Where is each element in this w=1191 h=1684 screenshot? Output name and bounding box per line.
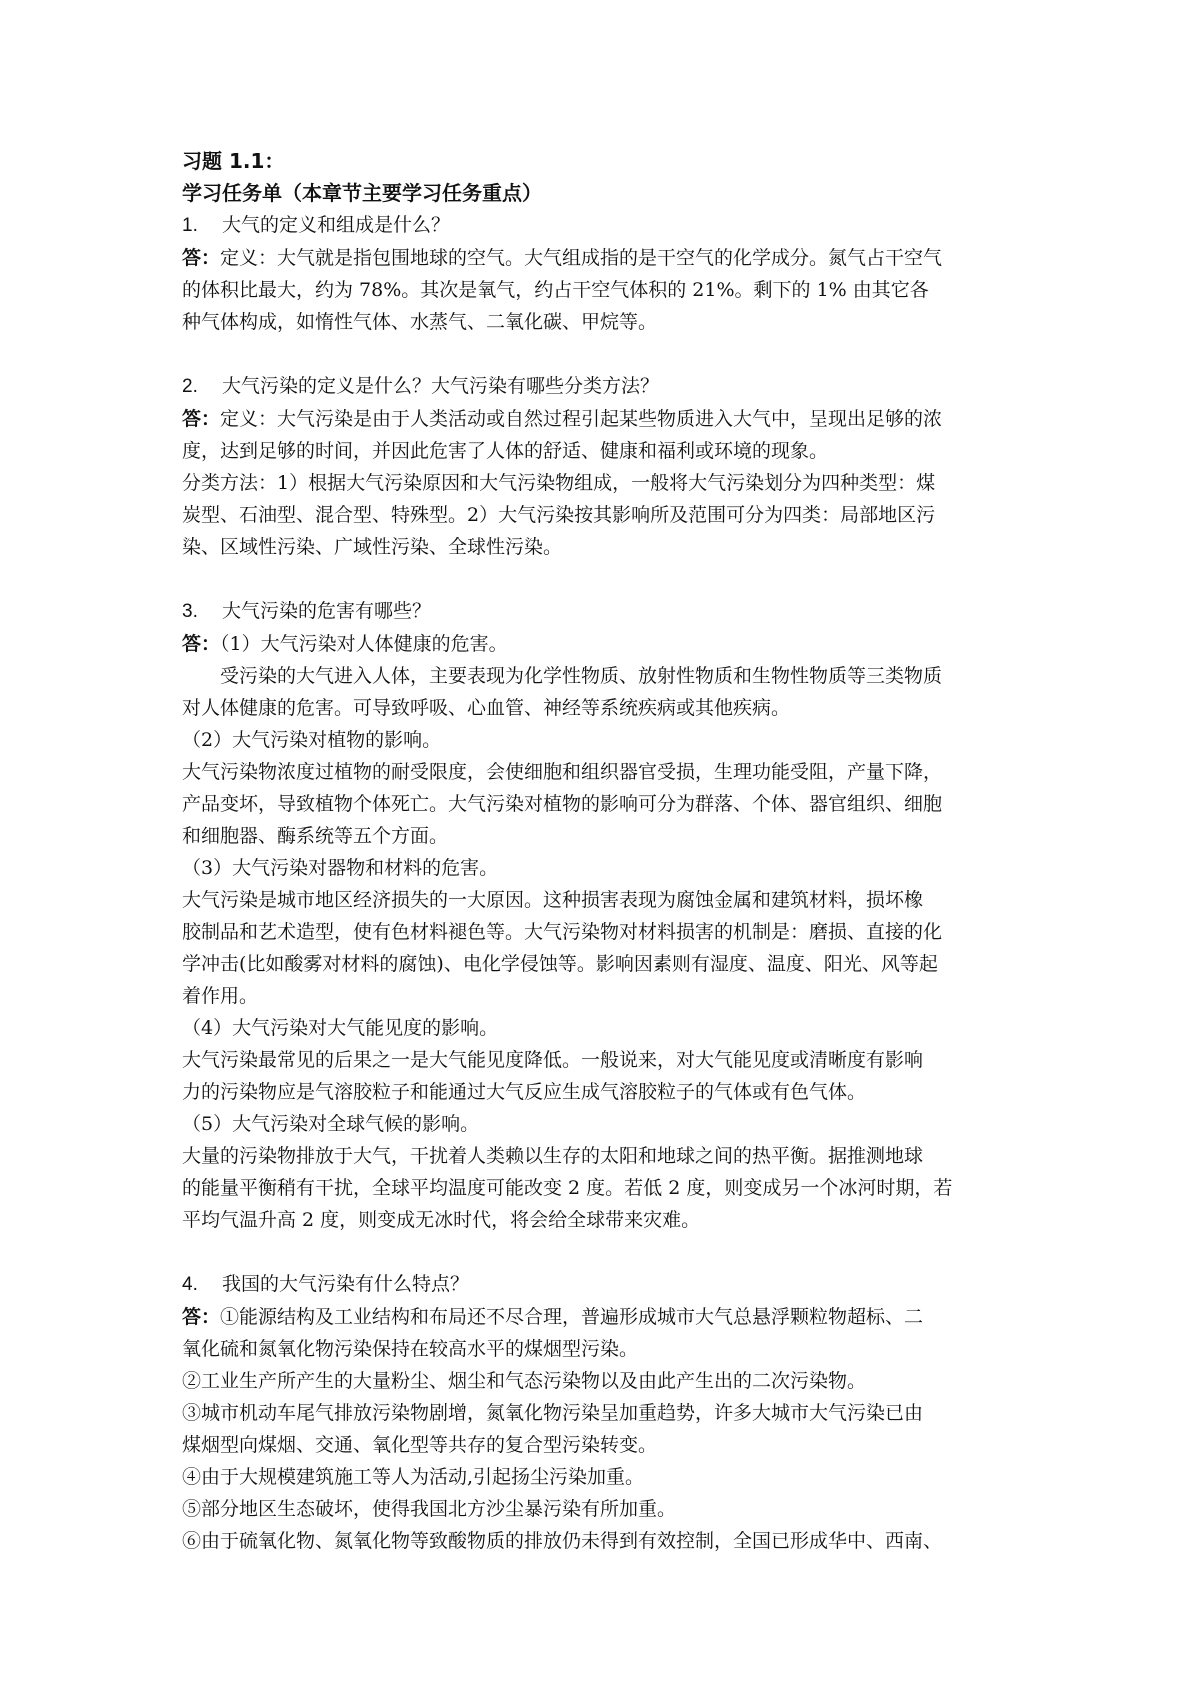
answer-line: 染、区域性污染、广域性污染、全球性污染。: [182, 536, 563, 558]
answer-line: 着作用。: [182, 985, 259, 1007]
answer-line: 对人体健康的危害。可导致呼吸、心血管、神经等系统疾病或其他疾病。: [182, 697, 791, 719]
answer-line: 分类方法：1）根据大气污染原因和大气污染物组成，一般将大气污染划分为四种类型：煤: [182, 472, 936, 494]
answer-line: 大量的污染物排放于大气，干扰着人类赖以生存的太阳和地球之间的热平衡。据推测地球: [182, 1145, 924, 1167]
question-3: [182, 595, 1022, 628]
answer-line: （5）大气污染对全球气候的影响。: [182, 1113, 480, 1135]
document-page: [182, 145, 1022, 1557]
exercise-heading: 习题 1.1：: [182, 149, 285, 173]
answer-label: 答：: [182, 247, 221, 269]
answer-line: 大气污染物浓度过植物的耐受限度，会使细胞和组织器官受损，生理功能受阻，产量下降，: [182, 761, 943, 783]
answer-line: 的体积比最大，约为 78%。其次是氧气，约占干空气体积的 21%。剩下的 1% 由其它各: [182, 279, 929, 301]
question-number: 4.: [182, 1274, 198, 1295]
question-1: [182, 209, 1022, 242]
answer-label: 答：: [182, 408, 221, 430]
answer-line: 产品变坏，导致植物个体死亡。大气污染对植物的影响可分为群落、个体、器官组织、细胞: [182, 793, 943, 815]
answer-line: 炭型、石油型、混合型、特殊型。2）大气污染按其影响所及范围可分为四类：局部地区污: [182, 504, 936, 526]
answer-line: 种气体构成，如惰性气体、水蒸气、二氧化碳、甲烷等。: [182, 311, 658, 333]
answer-line: 大气污染最常见的后果之一是大气能见度降低。一般说来，对大气能见度或清晰度有影响: [182, 1049, 924, 1071]
question-number: 2.: [182, 376, 198, 397]
answer-line: 度，达到足够的时间，并因此危害了人体的舒适、健康和福利或环境的现象。: [182, 440, 829, 462]
answer-line: （4）大气污染对大气能见度的影响。: [182, 1017, 499, 1039]
question-text: 大气的定义和组成是什么？: [222, 214, 451, 236]
question-4: [182, 1268, 1022, 1301]
question-number: 3.: [182, 601, 198, 622]
answer-line: 和细胞器、酶系统等五个方面。: [182, 825, 449, 847]
task-sheet-heading: 学习任务单（本章节主要学习任务重点）: [182, 181, 542, 205]
answer-line: ⑤部分地区生态破坏，使得我国北方沙尘暴污染有所加重。: [182, 1498, 677, 1520]
answer-label: 答：: [182, 633, 221, 655]
answer-line: ⑥由于硫氧化物、氮氧化物等致酸物质的排放仍未得到有效控制，全国已形成华中、西南、: [182, 1530, 943, 1552]
answer-line: 学冲击(比如酸雾对材料的腐蚀)、电化学侵蚀等。影响因素则有湿度、温度、阳光、风等起: [182, 953, 938, 975]
answer-line: 的能量平衡稍有干扰，全球平均温度可能改变 2 度。若低 2 度，则变成另一个冰河时期，若: [182, 1177, 953, 1199]
answer-line: ③城市机动车尾气排放污染物剧增，氮氧化物污染呈加重趋势，许多大城市大气污染已由: [182, 1402, 924, 1424]
answer-line: （3）大气污染对器物和材料的危害。: [182, 857, 499, 879]
answer-line: 受污染的大气进入人体，主要表现为化学性物质、放射性物质和生物性物质等三类物质: [182, 665, 943, 687]
answer-line: 大气污染是城市地区经济损失的一大原因。这种损害表现为腐蚀金属和建筑材料，损坏橡: [182, 889, 924, 911]
answer-line: ②工业生产所产生的大量粉尘、烟尘和气态污染物以及由此产生出的二次污染物。: [182, 1370, 867, 1392]
question-2: [182, 370, 1022, 403]
question-text: 大气污染的定义是什么？大气污染有哪些分类方法？: [222, 375, 660, 397]
answer-line: ④由于大规模建筑施工等人为活动,引起扬尘污染加重。: [182, 1466, 645, 1488]
answer-line: 氧化硫和氮氧化物污染保持在较高水平的煤烟型污染。: [182, 1338, 639, 1360]
question-text: 我国的大气污染有什么特点？: [222, 1273, 470, 1295]
answer-line: 胶制品和艺术造型，使有色材料褪色等。大气污染物对材料损害的机制是：磨损、直接的化: [182, 921, 943, 943]
answer-line: 平均气温升高 2 度，则变成无冰时代，将会给全球带来灾难。: [182, 1209, 701, 1231]
answer-line: （2）大气污染对植物的影响。: [182, 729, 442, 751]
answer-line: 答：（1）大气污染对人体健康的危害。: [182, 633, 508, 655]
answer-line: 答：定义：大气污染是由于人类活动或自然过程引起某些物质进入大气中，呈现出足够的浓: [182, 408, 943, 430]
answer-label: 答：: [182, 1306, 221, 1328]
answer-line: 煤烟型向煤烟、交通、氧化型等共存的复合型污染转变。: [182, 1434, 658, 1456]
answer-line: 力的污染物应是气溶胶粒子和能通过大气反应生成气溶胶粒子的气体或有色气体。: [182, 1081, 867, 1103]
answer-line: 答：定义：大气就是指包围地球的空气。大气组成指的是干空气的化学成分。氮气占干空气: [182, 247, 943, 269]
question-number: 1.: [182, 215, 198, 236]
question-text: 大气污染的危害有哪些？: [222, 600, 432, 622]
answer-line: 答：①能源结构及工业结构和布局还不尽合理，普遍形成城市大气总悬浮颗粒物超标、二: [182, 1306, 924, 1328]
